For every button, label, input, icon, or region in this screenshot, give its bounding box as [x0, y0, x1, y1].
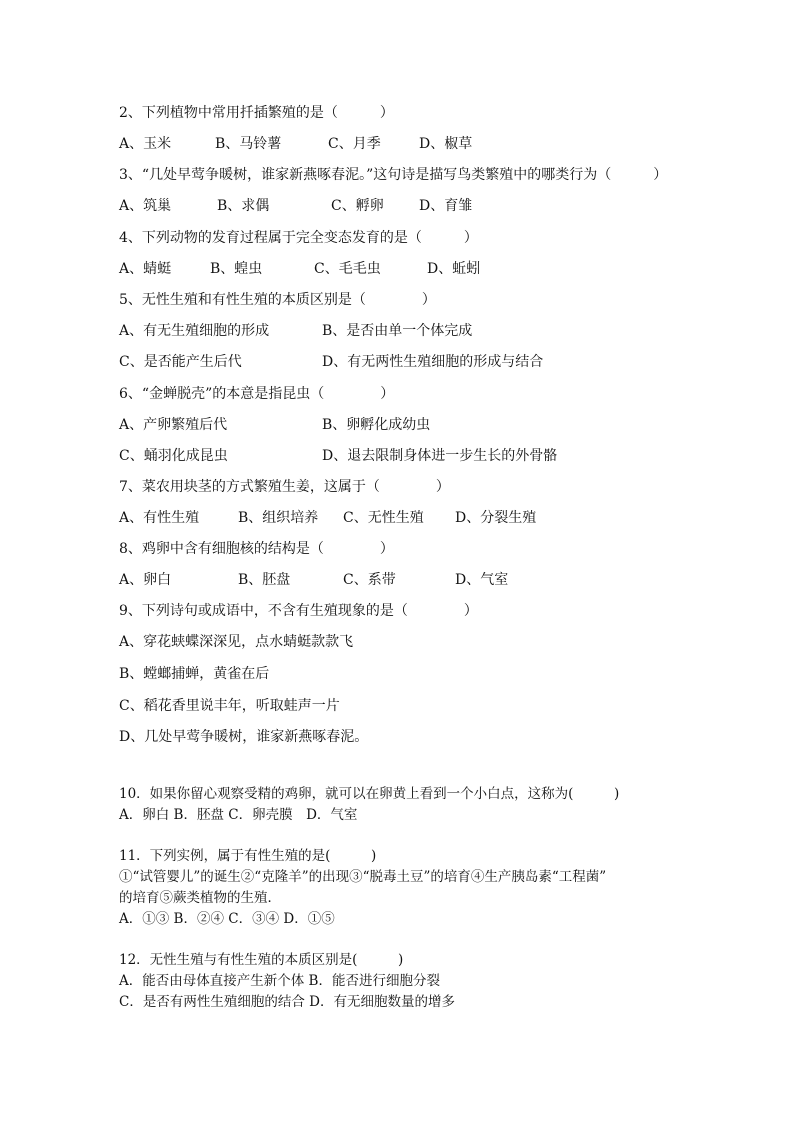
question-8-option-c: C、系带: [343, 572, 396, 588]
question-9-stem: 9、下列诗句或成语中，不含有生殖现象的是（ ）: [119, 603, 478, 619]
question-6-option-c: C、蛹羽化成昆虫: [119, 448, 228, 464]
question-2-stem: 2、下列植物中常用扦插繁殖的是（ ）: [119, 105, 394, 121]
question-3-option-a: A、筑巢: [119, 198, 172, 214]
question-6-stem: 6、“金蝉脱壳”的本意是指昆虫（ ）: [119, 386, 395, 402]
question-8-stem: 8、鸡卵中含有细胞核的结构是（ ）: [119, 541, 394, 557]
question-8-option-a: A、卵白: [119, 572, 172, 588]
question-7-option-a: A、有性生殖: [119, 510, 200, 526]
question-5-option-d: D、有无两性生殖细胞的形成与结合: [322, 354, 544, 370]
question-4-option-a: A、蜻蜓: [119, 261, 172, 277]
question-3-option-b: B、求偶: [217, 198, 270, 214]
question-7-option-c: C、无性生殖: [343, 510, 424, 526]
question-11-options: A．①③ B．②④ C．③④ D．①⑤: [119, 911, 335, 927]
question-12-stem: 12．无性生殖与有性生殖的本质区别是( ): [119, 952, 404, 968]
question-9-option-a: A、穿花蛱蝶深深见，点水蜻蜓款款飞: [119, 634, 354, 650]
question-5-option-b: B、是否由单一个体完成: [322, 323, 473, 339]
question-2-option-a: A、玉米: [119, 136, 172, 152]
question-3-option-d: D、育雏: [419, 198, 473, 214]
question-4-option-c: C、毛毛虫: [314, 261, 381, 277]
question-4-stem: 4、下列动物的发育过程属于完全变态发育的是（ ）: [119, 230, 478, 246]
question-2-option-c: C、月季: [328, 136, 381, 152]
question-10-options: A．卵白 B．胚盘 C．卵壳膜 D．气室: [119, 807, 358, 823]
question-7-stem: 7、菜农用块茎的方式繁殖生姜，这属于（ ）: [119, 479, 450, 495]
question-5-option-c: C、是否能产生后代: [119, 354, 242, 370]
question-11-body-line: 的培育⑤蕨类植物的生殖．: [119, 890, 281, 906]
question-5-stem: 5、无性生殖和有性生殖的本质区别是（ ）: [119, 292, 436, 308]
question-10-stem: 10．如果你留心观察受精的鸡卵，就可以在卵黄上看到一个小白点，这称为( ): [119, 786, 620, 802]
question-6-option-b: B、卵孵化成幼虫: [322, 417, 431, 433]
question-6-option-d: D、退去限制身体进一步生长的外骨骼: [322, 448, 558, 464]
question-11-stem: 11．下列实例，属于有性生殖的是( ): [119, 848, 377, 864]
question-8-option-b: B、胚盘: [238, 572, 291, 588]
question-4-option-d: D、蚯蚓: [427, 261, 481, 277]
question-6-option-a: A、产卵繁殖后代: [119, 417, 228, 433]
question-12-options-line: A．能否由母体直接产生新个体 B．能否进行细胞分裂: [119, 973, 440, 989]
question-9-option-c: C、稻花香里说丰年，听取蛙声一片: [119, 698, 340, 714]
question-11-body-line: ①“试管婴儿”的诞生②“克隆羊”的出现③“脱毒土豆”的培育④生产胰岛素“工程菌”: [119, 869, 607, 885]
question-7-option-d: D、分裂生殖: [455, 510, 537, 526]
question-7-option-b: B、组织培养: [238, 510, 319, 526]
question-12-options-line: C．是否有两性生殖细胞的结合 D．有无细胞数量的增多: [119, 994, 455, 1010]
question-4-option-b: B、蝗虫: [210, 261, 263, 277]
question-9-option-b: B、螳螂捕蝉，黄雀在后: [119, 666, 270, 682]
question-5-option-a: A、有无生殖细胞的形成: [119, 323, 270, 339]
question-9-option-d: D、几处早莺争暖树，谁家新燕啄春泥。: [119, 729, 369, 745]
question-2-option-d: D、椒草: [419, 136, 473, 152]
question-3-stem: 3、“几处早莺争暖树，谁家新燕啄春泥。”这句诗是描写鸟类繁殖中的哪类行为（ ）: [119, 167, 668, 183]
question-2-option-b: B、马铃薯: [215, 136, 282, 152]
question-8-option-d: D、气室: [455, 572, 509, 588]
question-3-option-c: C、孵卵: [331, 198, 384, 214]
